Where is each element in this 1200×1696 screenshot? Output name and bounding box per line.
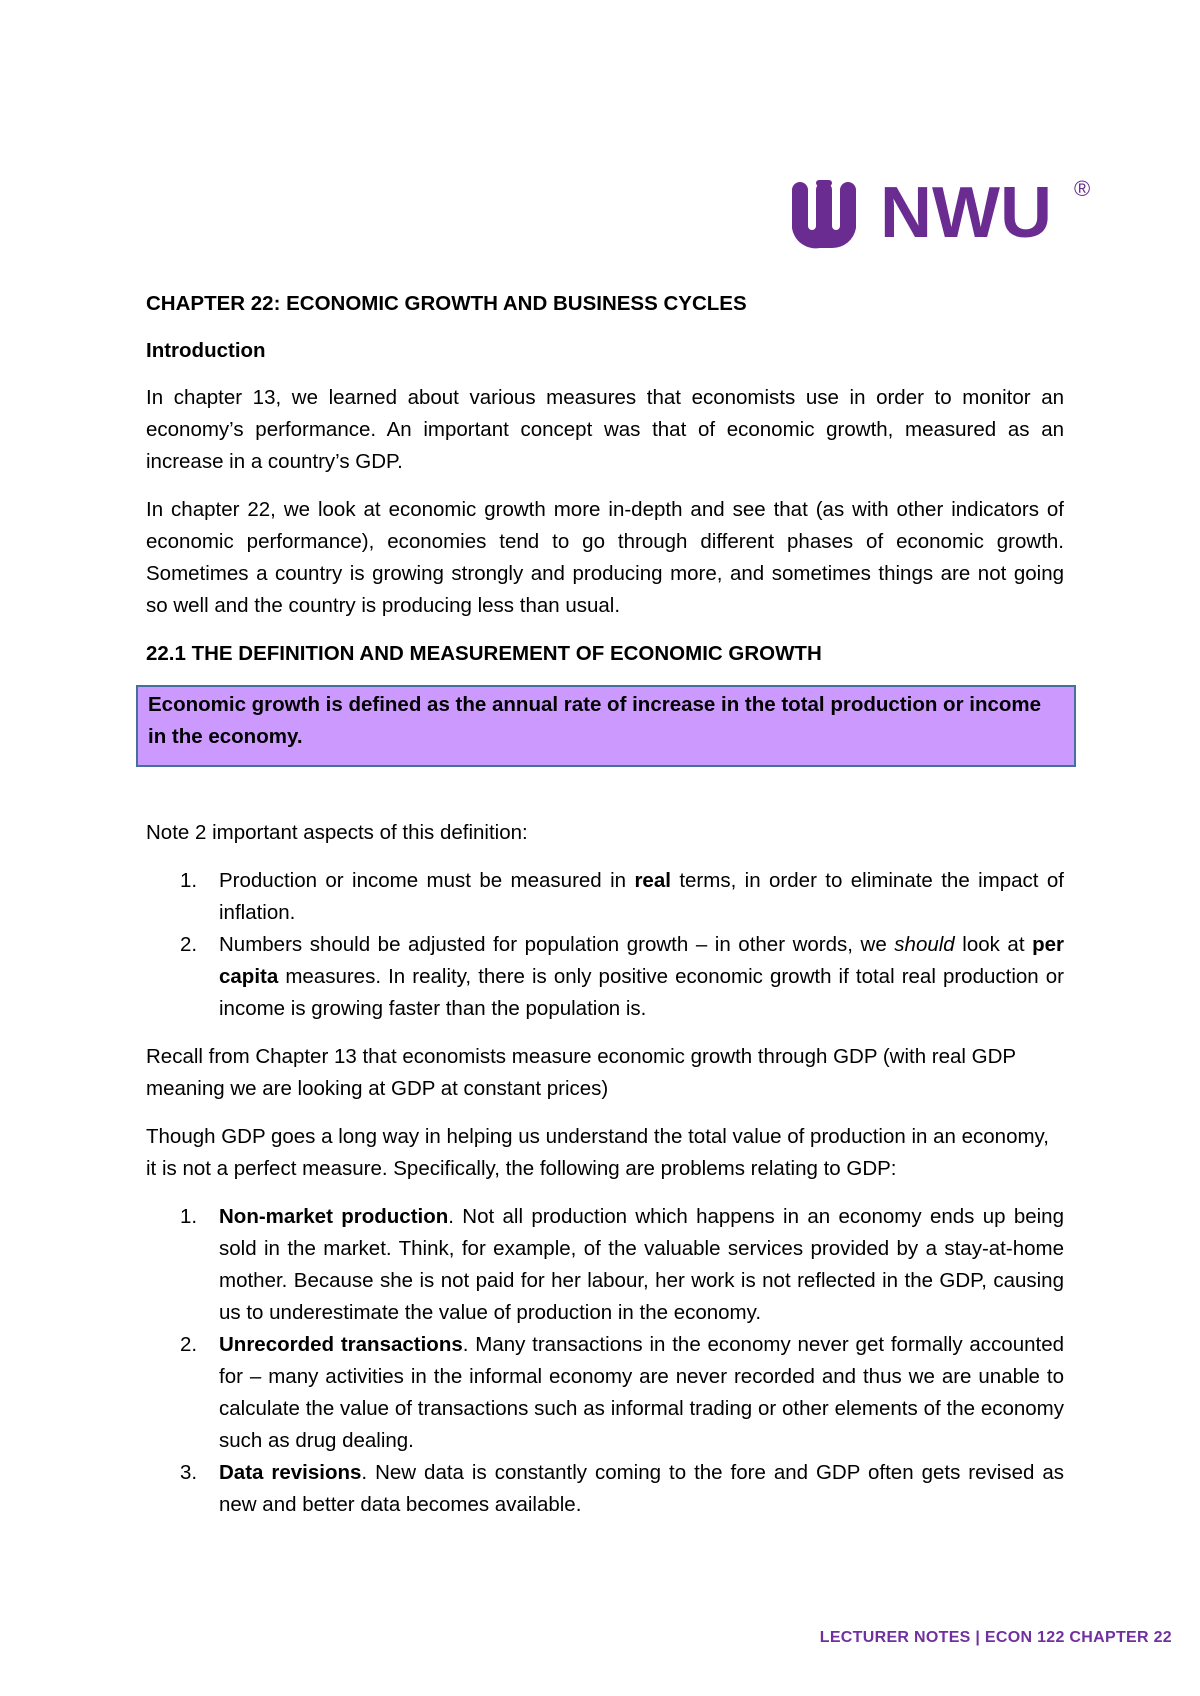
- aspect-text: Numbers should be adjusted for population growth – in other words, we: [219, 933, 895, 956]
- recall-paragraph: Recall from Chapter 13 that economists measure economic growth through GDP (with real GDP meaning we are looking at GDP at constant prices): [146, 1045, 1016, 1100]
- nwu-logo: [788, 170, 1098, 250]
- nwu-logo-mark-icon: [788, 170, 1098, 250]
- problem-text: . Not all production which happens in an economy ends up being sold in the market. Think, for example, of the valuable services provided by a stay-at-home mother. Because she is not paid for her labour, her work is not reflected in the GDP, causing us to underestimate the value of production in the economy.: [219, 1205, 1064, 1324]
- problem-title: Data revisions: [219, 1461, 362, 1484]
- registered-mark: ®: [1074, 176, 1091, 201]
- document-body: [146, 288, 1064, 1537]
- section-heading: 22.1 THE DEFINITION AND MEASUREMENT OF ECONOMIC GROWTH: [146, 642, 822, 665]
- aspects-list: [146, 865, 1064, 1025]
- problem-text: . Many transactions in the economy never get formally accounted for – many activities in the informal economy are never recorded and thus we are unable to calculate the value of transactions such as informal trading or other elements of the economy such as drug dealing.: [219, 1333, 1064, 1452]
- list-number: 1.: [180, 869, 198, 892]
- list-number: 1.: [180, 1205, 198, 1228]
- aspect-italic: should: [894, 933, 955, 956]
- aspect-bold: real: [634, 869, 671, 892]
- problems-list: [146, 1201, 1064, 1521]
- list-item: [146, 1457, 1064, 1521]
- aspect-text: Production or income must be measured in: [219, 869, 635, 892]
- aspect-text: terms, in order to eliminate the impact of inflation.: [219, 869, 1064, 924]
- list-item: [146, 929, 1064, 1025]
- though-paragraph: Though GDP goes a long way in helping us understand the total value of production in an economy, it is not a perfect measure. Specifically, the following are problems relating to GDP:: [146, 1125, 1049, 1180]
- list-item: [146, 1201, 1064, 1329]
- aspect-text: look at: [954, 933, 1033, 956]
- logo-text: NWU: [880, 173, 1052, 250]
- page-footer: LECTURER NOTES | ECON 122 CHAPTER 22: [819, 1629, 1172, 1646]
- problem-title: Non-market production: [219, 1205, 449, 1228]
- problem-text: . New data is constantly coming to the fore and GDP often gets revised as new and better data becomes available.: [219, 1461, 1064, 1516]
- list-number: 2.: [180, 933, 198, 956]
- list-item: [146, 1329, 1064, 1457]
- aspect-text: measures. In reality, there is only positive economic growth if total real production or income is growing faster than the population is.: [219, 965, 1064, 1020]
- list-number: 3.: [180, 1461, 198, 1484]
- definition-box: Economic growth is defined as the annual rate of increase in the total production or income in the economy.: [136, 685, 1076, 767]
- aspect-bold: per capita: [219, 933, 1064, 988]
- intro-paragraph-2: In chapter 22, we look at economic growth more in-depth and see that (as with other indicators of economic performance), economies tend to go through different phases of economic growth. Sometimes a country is growing strongly and producing more, and sometimes things are not going so well and the country is producing less than usual.: [146, 498, 1064, 617]
- note-intro: Note 2 important aspects of this definition:: [146, 821, 528, 844]
- chapter-title: CHAPTER 22: ECONOMIC GROWTH AND BUSINESS CYCLES: [146, 292, 747, 315]
- list-number: 2.: [180, 1333, 198, 1356]
- intro-paragraph-1: In chapter 13, we learned about various measures that economists use in order to monitor an economy’s performance. An important concept was that of economic growth, measured as an increase in a country’s GDP.: [146, 386, 1064, 473]
- intro-heading: Introduction: [146, 339, 266, 362]
- list-item: [146, 865, 1064, 929]
- problem-title: Unrecorded transactions: [219, 1333, 463, 1356]
